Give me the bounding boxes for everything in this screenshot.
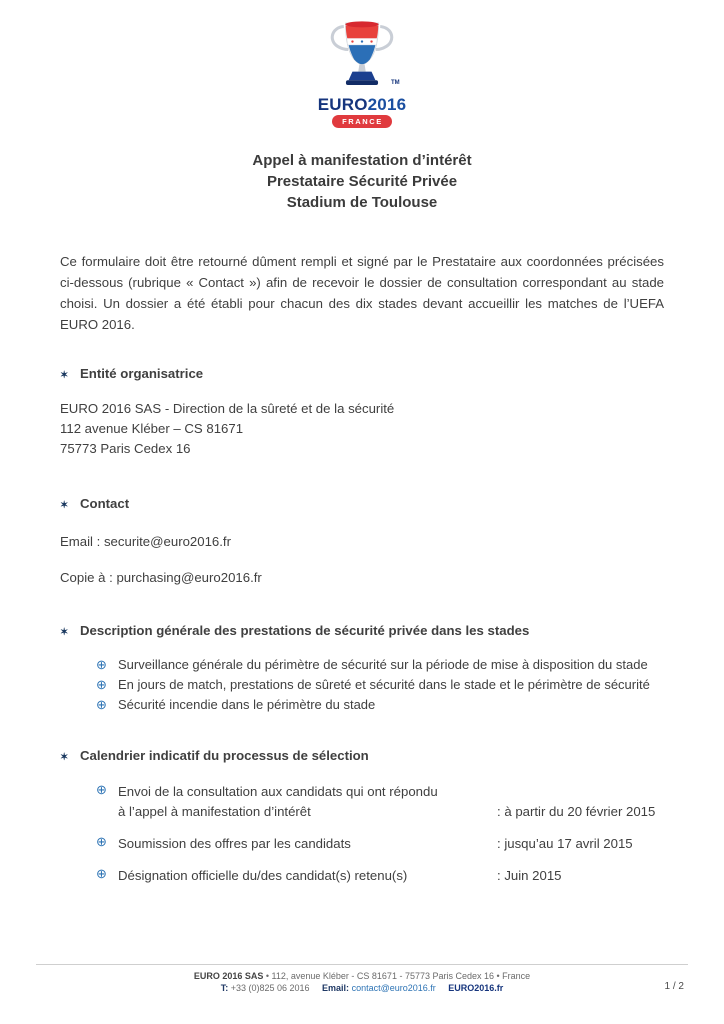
footer-company: EURO 2016 SAS [193, 971, 264, 981]
intro-paragraph: Ce formulaire doit être retourné dûment rempli et signé par le Prestataire aux coordonnées précisées ci-dessous (rubrique « Contact ») afin de recevoir le dossier de consultation correspondant au stade choisi. Un dossier a été établi pour chacun des dix stades devant accueillir les matches de l’UEFA EURO 2016. [60, 254, 664, 332]
wordmark-year: 2016 [367, 95, 407, 114]
page-number: 1 / 2 [664, 981, 684, 992]
document-title [60, 150, 664, 213]
footer-address: • 112, avenue Kléber - CS 81671 - 75773 Paris Cedex 16 • France [265, 971, 531, 981]
bullet-text: Sécurité incendie dans le périmètre du stade [118, 697, 376, 712]
section-header-description [60, 622, 664, 642]
calendar-item-label: Envoi de la consultation aux candidats qui ont répondu à l’appel à manifestation d’intérêt [118, 784, 438, 819]
section-header-calendrier [60, 747, 664, 767]
circle-star-bullet-icon: ⊕ [96, 834, 107, 849]
euro2016-logo [287, 16, 437, 128]
description-bullet-list [60, 655, 664, 715]
footer-address-line [36, 970, 688, 982]
section-title: Entité organisatrice [80, 366, 204, 381]
calendar-item [96, 782, 664, 822]
organisatrice-line: 75773 Paris Cedex 16 [60, 441, 191, 456]
calendar-item-label: Soumission des offres par les candidats [118, 836, 351, 851]
calendar-item-label: Désignation officielle du/des candidat(s) retenu(s) [118, 868, 408, 883]
title-line-2: Prestataire Sécurité Privée [266, 173, 458, 190]
euro2016-wordmark [318, 97, 407, 112]
trophy-icon [323, 16, 401, 96]
footer-phone: +33 (0)825 06 2016 [230, 983, 310, 993]
footer-contact-line [36, 982, 688, 994]
calendar-item [96, 866, 664, 886]
organisatrice-details [60, 399, 664, 459]
trademark-symbol: TM [391, 80, 400, 86]
circle-star-bullet-icon: ⊕ [96, 782, 107, 797]
bullet-item [96, 655, 664, 675]
footer-email-label: Email: [322, 983, 350, 993]
calendar-list [60, 782, 664, 886]
circle-star-bullet-icon: ⊕ [96, 866, 107, 881]
star-section-icon: ✶ [60, 627, 69, 638]
section-title: Calendrier indicatif du processus de sélection [80, 748, 369, 763]
title-line-3: Stadium de Toulouse [286, 194, 438, 211]
section-header-contact [60, 495, 664, 515]
section-title: Contact [80, 496, 130, 511]
wordmark-euro: EURO [317, 95, 368, 114]
contact-email-line: Email : securite@euro2016.fr [60, 534, 231, 549]
footer-email-link[interactable]: contact@euro2016.fr [351, 983, 436, 993]
section-title: Description générale des prestations de sécurité privée dans les stades [80, 623, 530, 638]
page-footer [36, 964, 688, 994]
circle-star-bullet-icon: ⊕ [96, 697, 107, 712]
france-badge: FRANCE [332, 115, 392, 128]
section-header-entite-organisatrice [60, 365, 664, 385]
bullet-item [96, 695, 664, 715]
title-line-1: Appel à manifestation d’intérêt [252, 152, 472, 169]
circle-star-bullet-icon: ⊕ [96, 677, 107, 692]
calendar-item-date: : à partir du 20 février 2015 [497, 804, 656, 819]
star-section-icon: ✶ [60, 752, 69, 763]
bullet-text: Surveillance générale du périmètre de sécurité sur la période de mise à disposition du stade [118, 657, 648, 672]
bullet-item [96, 675, 664, 695]
calendar-item [96, 834, 664, 854]
organisatrice-line: EURO 2016 SAS - Direction de la sûreté et de la sécurité [60, 401, 395, 416]
circle-star-bullet-icon: ⊕ [96, 657, 107, 672]
contact-copy-line: Copie à : purchasing@euro2016.fr [60, 570, 262, 585]
organisatrice-line: 112 avenue Kléber – CS 81671 [60, 421, 244, 436]
calendar-item-date: : jusqu’au 17 avril 2015 [497, 836, 633, 851]
footer-site-link[interactable]: EURO2016.fr [448, 983, 504, 993]
star-section-icon: ✶ [60, 500, 69, 511]
footer-phone-label: T: [220, 983, 229, 993]
star-section-icon: ✶ [60, 370, 69, 381]
bullet-text: En jours de match, prestations de sûreté et sécurité dans le stade et le périmètre de sécurité [118, 677, 650, 692]
calendar-item-date: : Juin 2015 [497, 868, 562, 883]
